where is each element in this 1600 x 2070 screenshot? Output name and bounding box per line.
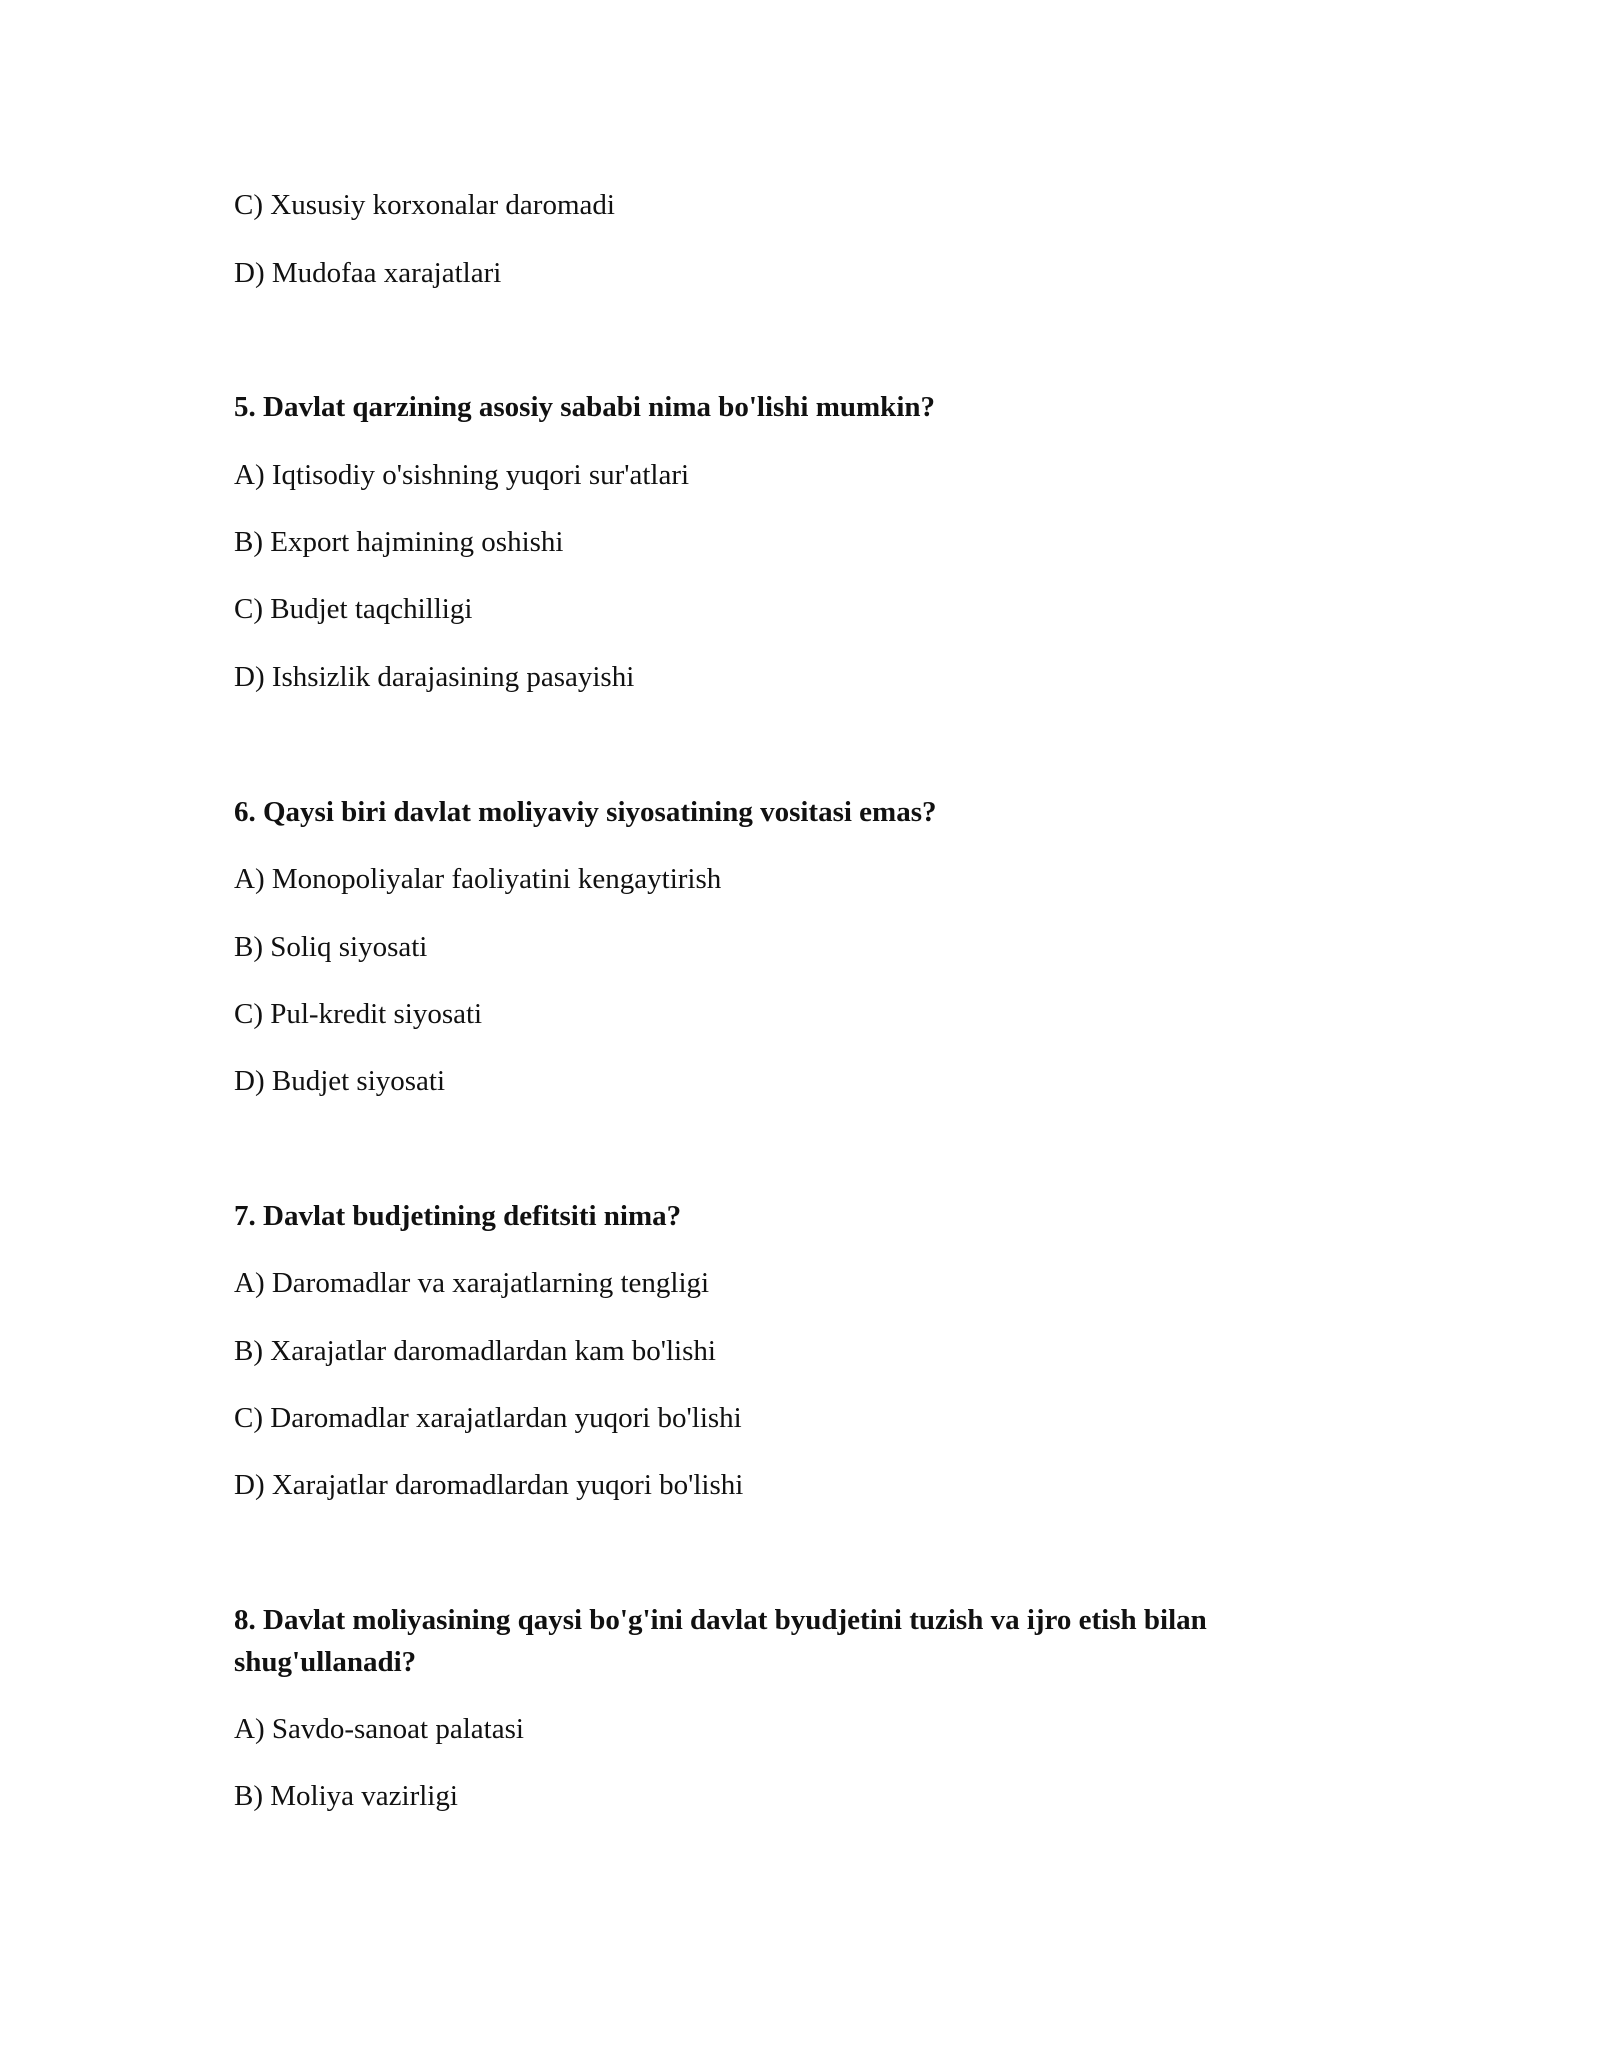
question-5-option-d: D) Ishsizlik darajasining pasayishi — [234, 661, 635, 693]
option-d-text: D) Mudofaa xarajatlari — [234, 257, 502, 289]
option-c-text: C) Xususiy korxonalar daromadi — [234, 189, 615, 221]
question-6-option-a: A) Monopoliyalar faoliyatini kengaytirish — [234, 863, 722, 895]
question-7-option-b: B) Xarajatlar daromadlardan kam bo'lishi — [234, 1335, 716, 1367]
question-5-title: 5. Davlat qarzining asosiy sababi nima bo'lishi mumkin? — [234, 391, 935, 423]
question-6-option-c: C) Pul-kredit siyosati — [234, 998, 483, 1030]
question-7-title: 7. Davlat budjetining defitsiti nima? — [234, 1200, 682, 1232]
question-5-option-c: C) Budjet taqchilligi — [234, 593, 473, 625]
question-8-title: 8. Davlat moliyasining qaysi bo'g'ini davlat byudjetini tuzish va ijro etish bilan shug'ullanadi? — [234, 1604, 1207, 1678]
question-7-option-d: D) Xarajatlar daromadlardan yuqori bo'lishi — [234, 1469, 744, 1501]
question-7-option-c: C) Daromadlar xarajatlardan yuqori bo'lishi — [234, 1402, 742, 1434]
question-7-option-a: A) Daromadlar va xarajatlarning tengligi — [234, 1267, 710, 1299]
question-6-option-d: D) Budjet siyosati — [234, 1065, 446, 1097]
question-5-option-b: B) Export hajmining oshishi — [234, 526, 564, 558]
question-6-option-b: B) Soliq siyosati — [234, 931, 428, 963]
question-5-option-a: A) Iqtisodiy o'sishning yuqori sur'atlari — [234, 459, 690, 491]
question-6-title: 6. Qaysi biri davlat moliyaviy siyosatining vositasi emas? — [234, 796, 937, 828]
question-8-option-a: A) Savdo-sanoat palatasi — [234, 1713, 524, 1745]
question-8-option-b: B) Moliya vazirligi — [234, 1780, 458, 1812]
